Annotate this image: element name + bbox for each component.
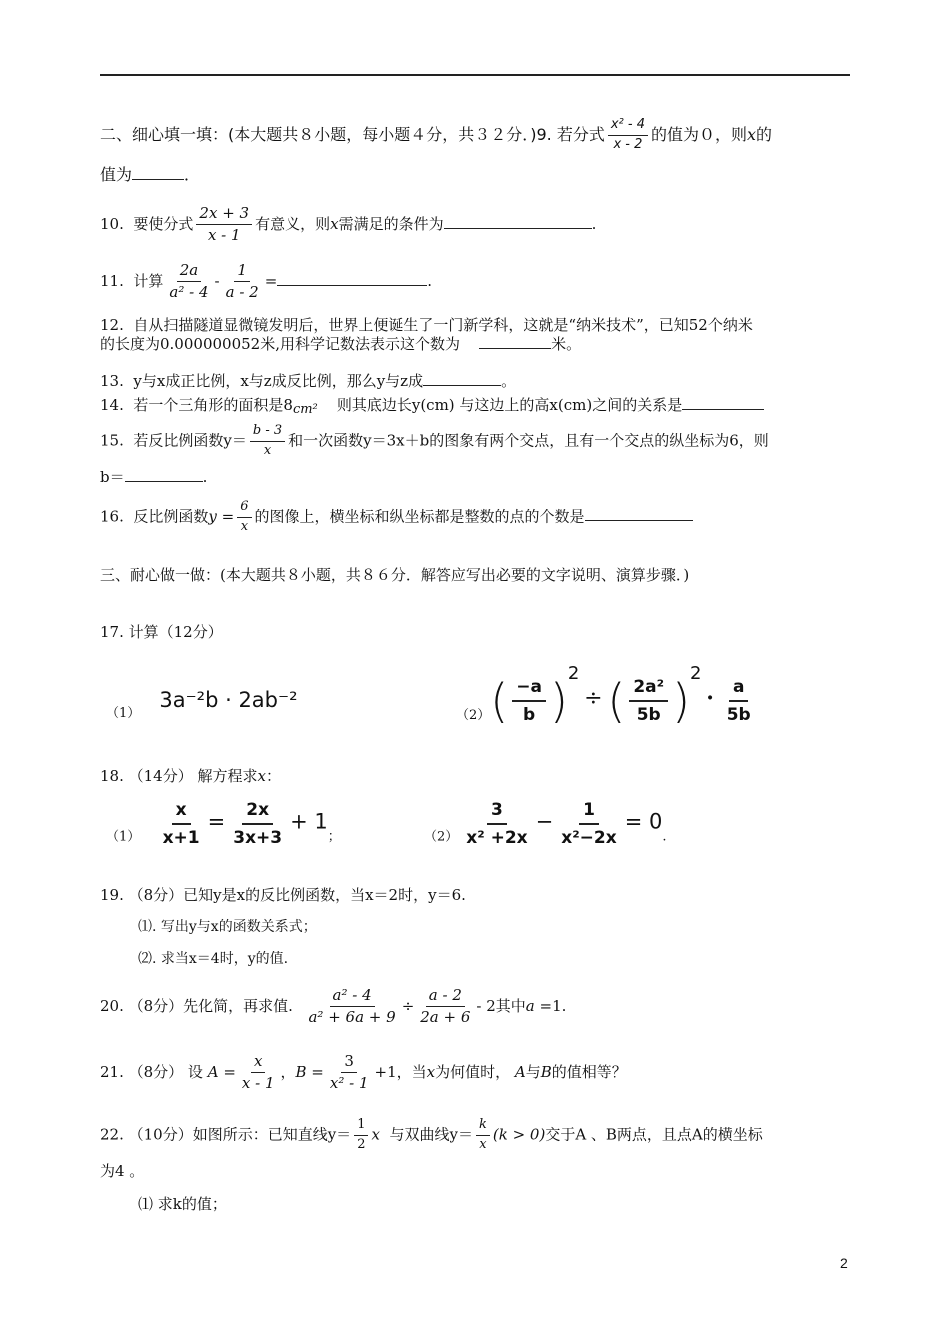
q18-p1-left-fraction: $\frac{x}{x+1}$ bbox=[162, 800, 200, 849]
q12-line2: 的长度为0.000000052米,用科学记数法表示这个数为 米。 bbox=[100, 335, 582, 353]
q9-line2: 值为 ． bbox=[100, 165, 201, 184]
q17-part2: （2）( $\frac{-a}{b}$ )$^2$ ÷ ( $\frac{\text{2a²}}{5b}$ )$^2$ · $\frac{a}{5b}$ bbox=[456, 663, 759, 728]
q11-fraction-1: $\frac{2a}{\text{a² - 4}}$ bbox=[169, 261, 209, 302]
q10: 10. 要使分式 $\frac{2x + 3}{x - 1}$ 有意义，则x需满足的条件为 . bbox=[100, 204, 597, 245]
q22-line1: 22. （10分）如图所示：已知直线y＝ $\frac{1}{2}$ x 与双曲线y＝ $\frac{k}{x}$ (k > 0)交于A 、B两点，且点A的横坐标 bbox=[100, 1117, 763, 1152]
header-rule bbox=[100, 74, 850, 76]
q22-sub1: ⑴ 求k的值； bbox=[138, 1195, 227, 1213]
q19-sub1: ⑴. 写出y与x的函数关系式； bbox=[138, 919, 317, 935]
q15-answer-blank[interactable] bbox=[125, 467, 203, 482]
q17-fraction-3: $\frac{a}{5b}$ bbox=[726, 676, 751, 725]
q18-p2-right-fraction: $\frac{1}{\text{x²−2x}}$ bbox=[561, 800, 617, 849]
q17-fraction-1: $\frac{-a}{b}$ bbox=[512, 677, 546, 726]
q18-part1: （1） $\frac{x}{x+1}$ = $\frac{2x}{3x+3}$ + 1； bbox=[106, 800, 341, 849]
q21-fraction-b: $\frac{3}{\text{x² - 1}}$ bbox=[329, 1052, 369, 1093]
q12-answer-blank[interactable] bbox=[479, 334, 551, 349]
q19-sub2: ⑵. 求当x＝4时，y的值. bbox=[138, 951, 289, 967]
q18-title: 18. （14分） 解方程求x： bbox=[100, 767, 281, 785]
q20-fraction-2: $\frac{a - 2}{2a + 6}$ bbox=[420, 986, 471, 1027]
q21-fraction-a: $\frac{x}{x - 1}$ bbox=[241, 1052, 275, 1093]
q14: 14. 若一个三角形的面积是8cm² 则其底边长y(cm) 与这边上的高x(cm)之间的关系是 bbox=[100, 394, 764, 417]
q9-answer-blank[interactable] bbox=[132, 165, 184, 180]
page-number: 2 bbox=[840, 1255, 848, 1271]
q11: 11. 计算 $\frac{2a}{\text{a² - 4}}$ - $\frac{1}{a - 2}$ = . bbox=[100, 261, 433, 302]
section3-heading: 三、耐心做一做：(本大题共８小题，共８６分．解答应写出必要的文字说明、演算步骤．) bbox=[100, 566, 690, 584]
q12-line1: 12. 自从扫描隧道显微镜发明后，世界上便诞生了一门新学科，这就是“纳米技术”，已知52个纳米 bbox=[100, 316, 753, 334]
q17-title: 17. 计算（12分） bbox=[100, 623, 223, 641]
q18-part2: （2） $\frac{3}{\text{x² +2x}}$ − $\frac{1}{\text{x²−2x}}$ = 0. bbox=[424, 800, 667, 849]
q19-title: 19. （8分）已知y是x的反比例函数，当x＝2时，y＝6. bbox=[100, 886, 466, 904]
q18-p2-left-fraction: $\frac{3}{\text{x² +2x}}$ bbox=[466, 800, 528, 849]
q14-answer-blank[interactable] bbox=[682, 395, 764, 410]
q16: 16. 反比例函数y = $\frac{6}{x}$ 的图像上，横坐标和纵坐标都是整数的点的个数是 bbox=[100, 500, 693, 535]
section2-heading: 二、细心填一填：(本大题共８小题，每小题４分，共３２分．)9. 若分式 bbox=[100, 124, 605, 144]
q15-fraction: $\frac{b - 3}{x}$ bbox=[250, 424, 285, 459]
q21: 21. （8分） 设 A = $\frac{x}{x - 1}$ ，B = $\frac{3}{\text{x² - 1}}$ +1，当x为何值时， A与B的值相等？ bbox=[100, 1052, 627, 1093]
section2-line: 二、细心填一填：(本大题共８小题，每小题４分，共３２分．)9. 若分式 $\frac{\text{x² - 4}}{x - 2}$ 的值为０，则x的 bbox=[100, 117, 773, 152]
q16-fraction: $\frac{6}{x}$ bbox=[237, 500, 251, 535]
q10-answer-blank[interactable] bbox=[444, 214, 592, 229]
q17-part1: （1） 3a⁻²b · 2ab⁻² bbox=[106, 688, 298, 721]
q15-line2: b＝ . bbox=[100, 468, 208, 486]
q22-line-fraction: $\frac{1}{2}$ bbox=[354, 1118, 368, 1153]
q11-answer-blank[interactable] bbox=[277, 271, 427, 286]
q11-fraction-2: $\frac{1}{a - 2}$ bbox=[225, 261, 259, 302]
q13: 13. y与x成正比例，x与z成反比例，那么y与z成 。 bbox=[100, 372, 517, 390]
q22-line2: 为4 。 bbox=[100, 1162, 145, 1180]
q13-answer-blank[interactable] bbox=[423, 371, 501, 386]
q20-fraction-1: $\frac{\text{a² - 4}}{\text{a² + 6a + 9}}$ bbox=[308, 986, 396, 1027]
q22-hyperbola-fraction: $\frac{k}{x}$ bbox=[476, 1118, 490, 1153]
q18-p1-right-fraction: $\frac{2x}{3x+3}$ bbox=[233, 800, 283, 849]
q10-fraction: $\frac{2x + 3}{x - 1}$ bbox=[196, 205, 252, 245]
q15-line1: 15. 若反比例函数y＝ $\frac{b - 3}{x}$ 和一次函数y＝3x＋b的图象有两个交点，且有一个交点的纵坐标为6，则 bbox=[100, 423, 769, 458]
q17-fraction-2: $\frac{\text{2a²}}{5b}$ bbox=[629, 677, 668, 726]
q16-answer-blank[interactable] bbox=[585, 506, 693, 521]
q9-fraction: $\frac{\text{x² - 4}}{x - 2}$ bbox=[608, 118, 648, 153]
q20: 20. （8分）先化简，再求值. $\frac{\text{a² - 4}}{\text{a² + 6a + 9}}$ ÷ $\frac{a - 2}{2a + 6}$ - 2其中a =1. bbox=[100, 986, 567, 1027]
